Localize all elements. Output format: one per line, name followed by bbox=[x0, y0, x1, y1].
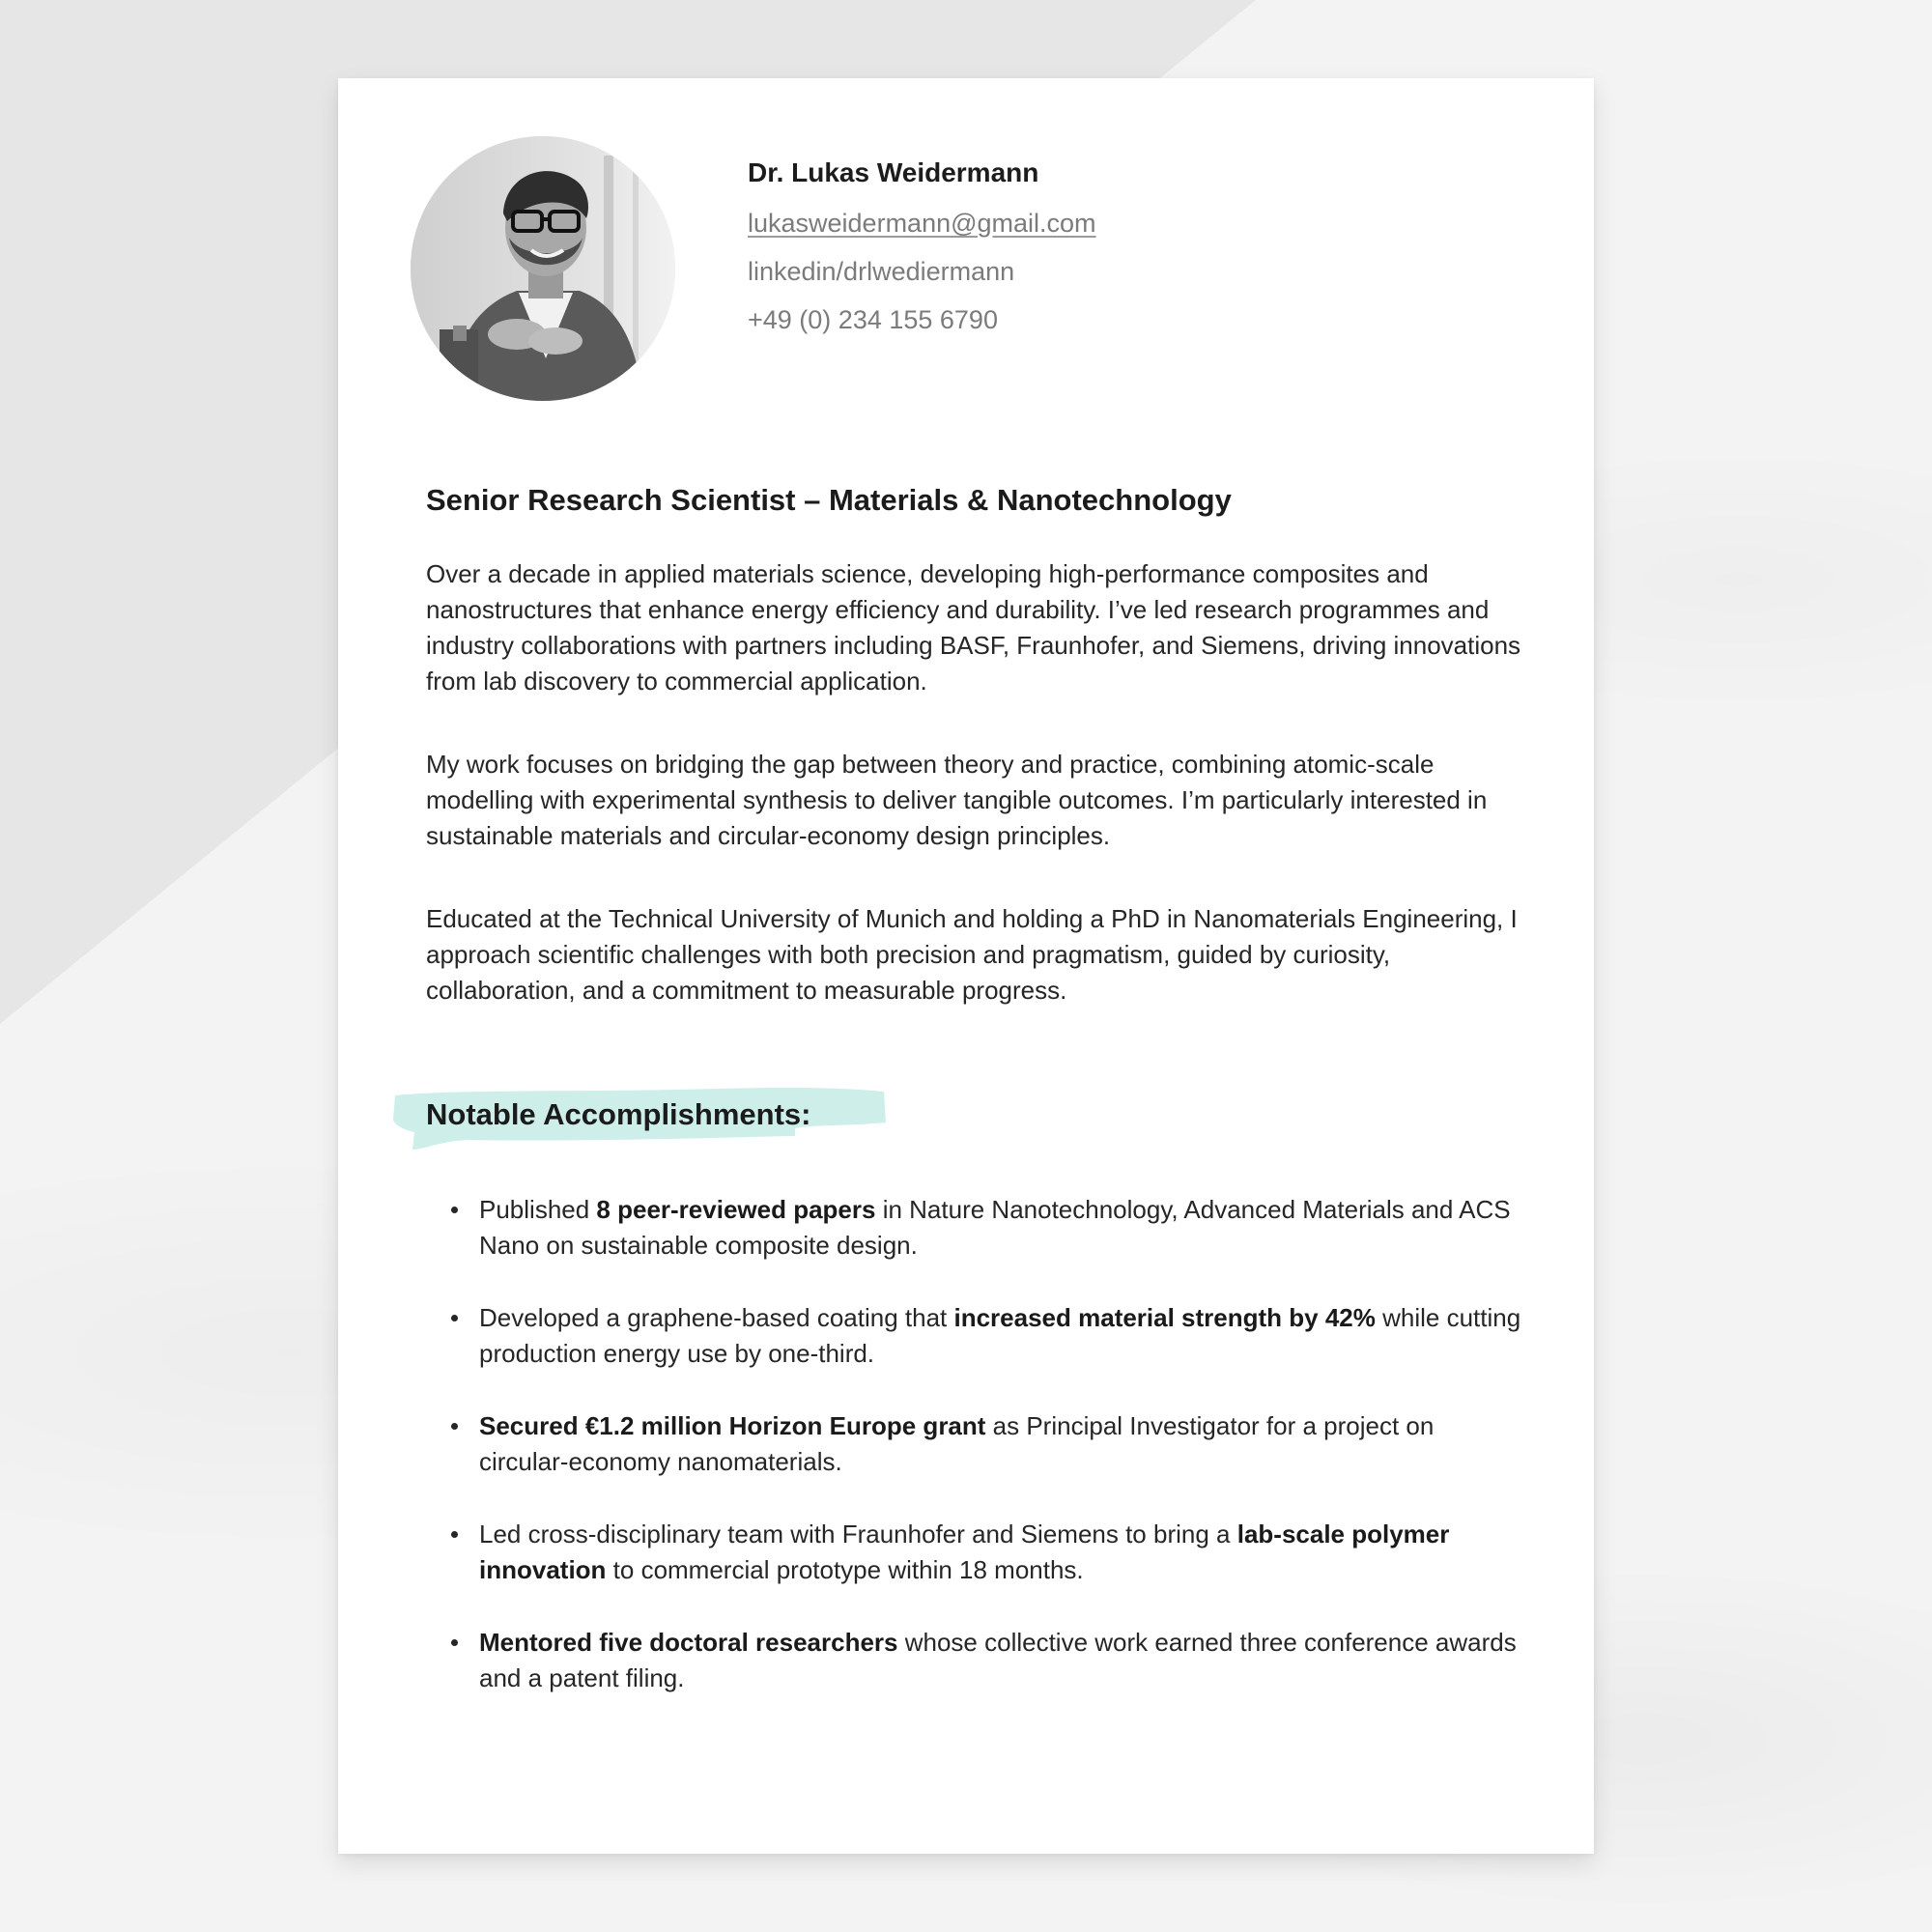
item-text-after: whose collective work earned three conference awards and a patent filing. bbox=[479, 1628, 1517, 1692]
item-text-after: to commercial prototype within 18 months. bbox=[606, 1555, 1084, 1584]
summary-paragraph: Educated at the Technical University of Munich and holding a PhD in Nanomaterials Engineering, I approach scientific challenges with both precision and pragmatism, guided by curiosity, collaboration, and a commitment to measurable progress. bbox=[426, 904, 1518, 1005]
linkedin-link[interactable]: linkedin/drlwediermann bbox=[748, 257, 1015, 286]
item-text-bold: 8 peer-reviewed papers bbox=[596, 1195, 876, 1224]
accomplishments-title: Notable Accomplishments: bbox=[426, 1097, 811, 1131]
item-text-before: Published bbox=[479, 1195, 597, 1224]
item-text-bold: increased material strength by 42% bbox=[953, 1303, 1376, 1332]
item-text-bold: lab-scale polymer innovation bbox=[479, 1520, 1450, 1584]
resume-page bbox=[338, 78, 1594, 1854]
item-text-after: while cutting production energy use by one-third. bbox=[479, 1303, 1521, 1368]
list-item bbox=[426, 1300, 1527, 1372]
bullet-icon bbox=[451, 1207, 458, 1213]
email-link[interactable]: lukasweidermann@gmail.com bbox=[748, 209, 1096, 238]
resume-content bbox=[426, 479, 1527, 1733]
summary-paragraph: My work focuses on bridging the gap between theory and practice, combining atomic-scale modelling with experimental synthesis to deliver tangible outcomes. I’m particularly interested in sustainable materials and circular-economy design principles. bbox=[426, 750, 1488, 850]
bullet-icon bbox=[451, 1423, 458, 1430]
bullet-icon bbox=[451, 1315, 458, 1321]
portrait-illustration bbox=[411, 136, 675, 401]
list-item bbox=[426, 1625, 1527, 1696]
item-text-before: Led cross-disciplinary team with Fraunhofer and Siemens to bring a bbox=[479, 1520, 1237, 1548]
bullet-icon bbox=[451, 1639, 458, 1646]
item-text-bold: Mentored five doctoral researchers bbox=[479, 1628, 898, 1657]
bullet-icon bbox=[451, 1531, 458, 1538]
list-item bbox=[426, 1517, 1527, 1588]
candidate-name: Dr. Lukas Weidermann bbox=[748, 157, 1039, 187]
item-text-after: in Nature Nanotechnology, Advanced Materials and ACS Nano on sustainable composite design. bbox=[479, 1195, 1511, 1260]
item-text-bold: Secured €1.2 million Horizon Europe grant bbox=[479, 1411, 986, 1440]
list-item bbox=[426, 1192, 1527, 1264]
item-text-before: Developed a graphene-based coating that bbox=[479, 1303, 954, 1332]
phone-number: +49 (0) 234 155 6790 bbox=[748, 305, 998, 334]
accomplishments-list bbox=[426, 1192, 1527, 1696]
contact-block bbox=[748, 154, 1096, 351]
summary-paragraph: Over a decade in applied materials science, developing high-performance composites and nanostructures that enhance energy efficiency and durability. I’ve led research programmes and industry collaborations with partners including BASF, Fraunhofer, and Siemens, driving innovations from lab discovery to commercial application. bbox=[426, 559, 1521, 696]
list-item bbox=[426, 1408, 1527, 1480]
profile-photo bbox=[411, 136, 675, 401]
job-headline: Senior Research Scientist – Materials & Nanotechnology bbox=[426, 483, 1232, 517]
accomplishments-header bbox=[426, 1088, 1527, 1146]
item-text-after: as Principal Investigator for a project on circular-economy nanomaterials. bbox=[479, 1411, 1435, 1476]
